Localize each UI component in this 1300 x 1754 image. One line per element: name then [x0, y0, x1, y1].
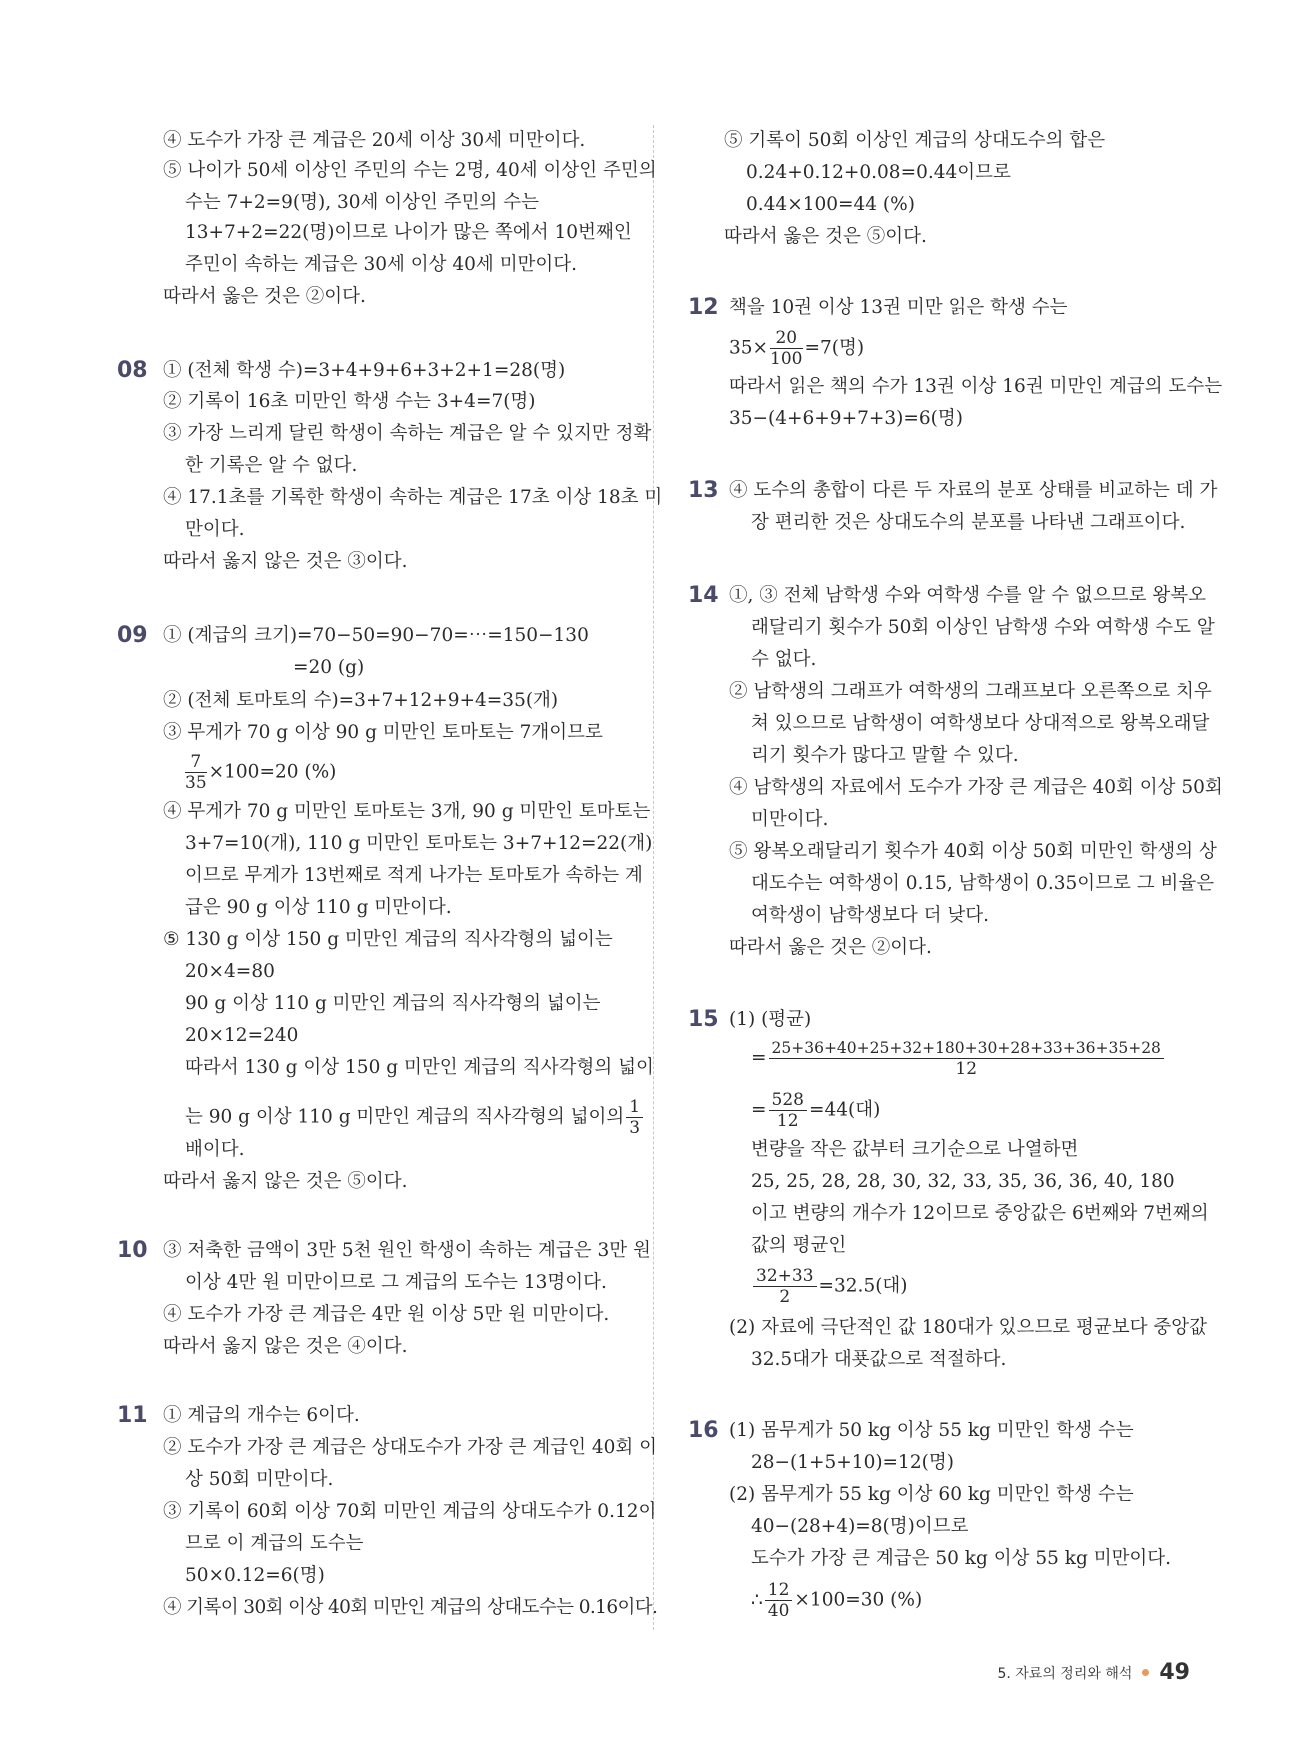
question-number-10: 10	[117, 1238, 148, 1263]
text-line: ① 계급의 개수는 6이다.	[163, 1405, 360, 1426]
text-line: 90 g 이상 110 g 미만인 계급의 직사각형의 넓이는	[185, 993, 601, 1014]
text-line: 40−(28+4)=8(명)이므로	[751, 1516, 969, 1537]
text-line: 따라서 130 g 이상 150 g 미만인 계급의 직사각형의 넓이	[185, 1057, 654, 1078]
text-line: 35−(4+6+9+7+3)=6(명)	[729, 408, 963, 429]
text-line: 배이다.	[185, 1139, 245, 1160]
text-line: (2) 자료에 극단적인 값 180대가 있으므로 평균보다 중앙값	[729, 1317, 1207, 1338]
text-line: 따라서 옳지 않은 것은 ③이다.	[163, 551, 408, 572]
text-line: 수는 7+2=9(명), 30세 이상인 주민의 수는	[185, 192, 540, 213]
fraction-line: $\frac{32+33}{2}$ =32.5(대)	[751, 1266, 908, 1307]
text-line: 변량을 작은 값부터 크기순으로 나열하면	[751, 1139, 1079, 1160]
text-line: ① (계급의 크기)=70−50=90−70=⋯=150−130	[163, 625, 589, 646]
text-line: 따라서 읽은 책의 수가 13권 이상 16권 미만인 계급의 도수는	[729, 376, 1223, 397]
text-line: (1) (평균)	[729, 1009, 812, 1030]
text-line: 책을 10권 이상 13권 미만 읽은 학생 수는	[729, 297, 1068, 318]
text-line: 따라서 옳지 않은 것은 ⑤이다.	[163, 1171, 408, 1192]
text-line: 따라서 옳은 것은 ②이다.	[163, 286, 366, 307]
text-line: 0.44×100=44 (%)	[746, 194, 915, 215]
fraction-line: 35× $\frac{20}{100}$ =7(명)	[729, 328, 865, 369]
fraction: $\frac{32+33}{2}$	[753, 1266, 817, 1307]
text-line: 급은 90 g 이상 110 g 미만이다.	[185, 897, 452, 918]
text-line: 미만이다.	[751, 809, 829, 830]
text-line: ①, ③ 전체 남학생 수와 여학생 수를 알 수 없으므로 왕복오	[729, 585, 1206, 606]
text-line: ③ 저축한 금액이 3만 5천 원인 학생이 속하는 계급은 3만 원	[163, 1240, 651, 1261]
question-number-16: 16	[688, 1418, 719, 1443]
text-line: 리기 횟수가 많다고 말할 수 있다.	[751, 745, 1019, 766]
text-line: ⑤ 왕복오래달리기 횟수가 40회 이상 50회 미만인 학생의 상	[729, 841, 1217, 862]
text-line: 3+7=10(개), 110 g 미만인 토마토는 3+7+12=22(개)	[185, 833, 653, 854]
text-line: 32.5대가 대푯값으로 적절하다.	[751, 1349, 1007, 1370]
question-number-12: 12	[688, 295, 719, 320]
text-line: ② 도수가 가장 큰 계급은 상대도수가 가장 큰 계급인 40회 이	[163, 1437, 658, 1458]
question-number-14: 14	[688, 583, 719, 608]
text-line: 래달리기 횟수가 50회 이상인 남학생 수와 여학생 수도 알	[751, 617, 1215, 638]
text-line: 만이다.	[185, 519, 245, 540]
text-line: 0.24+0.12+0.08=0.44이므로	[746, 162, 1011, 183]
text-line: 따라서 옳은 것은 ②이다.	[729, 937, 932, 958]
text-line: 이므로 무게가 13번째로 적게 나가는 토마토가 속하는 계	[185, 865, 643, 886]
text-line: ④ 남학생의 자료에서 도수가 가장 큰 계급은 40회 이상 50회	[729, 777, 1223, 798]
fraction: $\frac{12}{40}$	[765, 1580, 793, 1621]
text-line: 20×4=80	[185, 961, 275, 982]
fraction: $\frac{7}{35}$	[185, 752, 207, 793]
text-line: (2) 몸무게가 55 kg 이상 60 kg 미만인 학생 수는	[729, 1484, 1134, 1505]
text-line: 28−(1+5+10)=12(명)	[751, 1452, 954, 1473]
text-line: ⑤ 130 g 이상 150 g 미만인 계급의 직사각형의 넓이는	[163, 929, 613, 950]
text-line: 50×0.12=6(명)	[185, 1565, 325, 1586]
text-line: 한 기록은 알 수 없다.	[185, 455, 358, 476]
question-number-09: 09	[117, 623, 148, 648]
text-line: ④ 무게가 70 g 미만인 토마토는 3개, 90 g 미만인 토마토는	[163, 801, 651, 822]
text-line: ④ 도수의 총합이 다른 두 자료의 분포 상태를 비교하는 데 가	[729, 480, 1218, 501]
text-line: =20 (g)	[293, 657, 365, 678]
text-line: ② 기록이 16초 미만인 학생 수는 3+4=7(명)	[163, 391, 536, 412]
page-number: 49	[1159, 1660, 1190, 1685]
text-line: ③ 가장 느리게 달린 학생이 속하는 계급은 알 수 있지만 정확	[163, 423, 652, 444]
text-line: ② 남학생의 그래프가 여학생의 그래프보다 오른쪽으로 치우	[729, 681, 1212, 702]
text-line: 쳐 있으므로 남학생이 여학생보다 상대적으로 왕복오래달	[751, 713, 1210, 734]
text-line: 수 없다.	[751, 649, 817, 670]
text-line: 대도수는 여학생이 0.15, 남학생이 0.35이므로 그 비율은	[751, 873, 1215, 894]
text-line: 여학생이 남학생보다 더 낮다.	[751, 905, 989, 926]
text-line: ② (전체 토마토의 수)=3+7+12+9+4=35(개)	[163, 690, 559, 711]
page-footer	[997, 1660, 1190, 1685]
bullet-dot-icon	[1142, 1669, 1149, 1676]
text-line: ③ 무게가 70 g 이상 90 g 미만인 토마토는 7개이므로	[163, 722, 603, 743]
text-line: 상 50회 미만이다.	[185, 1469, 334, 1490]
text-line: 13+7+2=22(명)이므로 나이가 많은 쪽에서 10번째인	[185, 222, 632, 243]
text-line: 25, 25, 28, 28, 30, 32, 33, 35, 36, 36, 40, 180	[751, 1171, 1175, 1192]
text-line: 이고 변량의 개수가 12이므로 중앙값은 6번째와 7번째의	[751, 1203, 1209, 1224]
chapter-title: 5. 자료의 정리와 해석	[997, 1665, 1133, 1682]
question-number-15: 15	[688, 1007, 719, 1032]
text-line: 따라서 옳은 것은 ⑤이다.	[724, 226, 927, 247]
text-line: 이상 4만 원 미만이므로 그 계급의 도수는 13명이다.	[185, 1272, 607, 1293]
question-number-11: 11	[117, 1403, 148, 1428]
fraction: $\frac{25+36+40+25+32+180+30+28+33+36+35+28}{12}$	[769, 1038, 1164, 1079]
fraction: $\frac{1}{3}$	[626, 1097, 643, 1138]
question-number-08: 08	[117, 358, 148, 383]
text-line: ⑤ 기록이 50회 이상인 계급의 상대도수의 합은	[724, 130, 1106, 151]
text-line: ① (전체 학생 수)=3+4+9+6+3+2+1=28(명)	[163, 360, 566, 381]
fraction-line: ∴ $\frac{12}{40}$ ×100=30 (%)	[751, 1580, 923, 1621]
text-line: ④ 기록이 30회 이상 40회 미만인 계급의 상대도수는 0.16이다.	[163, 1597, 658, 1618]
fraction-line: $\frac{7}{35}$ ×100=20 (%)	[185, 752, 337, 793]
fraction-line: = $\frac{528}{12}$ =44(대)	[751, 1090, 881, 1131]
question-number-13: 13	[688, 478, 719, 503]
text-line: ④ 17.1초를 기록한 학생이 속하는 계급은 17초 이상 18초 미	[163, 487, 663, 508]
text-line: 장 편리한 것은 상대도수의 분포를 나타낸 그래프이다.	[751, 512, 1186, 533]
text-line: ③ 기록이 60회 이상 70회 미만인 계급의 상대도수가 0.12이	[163, 1501, 657, 1522]
text-line: 므로 이 계급의 도수는	[185, 1533, 364, 1554]
text-line: ④ 도수가 가장 큰 계급은 20세 이상 30세 미만이다.	[163, 130, 586, 151]
fraction: $\frac{528}{12}$	[769, 1090, 807, 1131]
text-line: ⑤ 나이가 50세 이상인 주민의 수는 2명, 40세 이상인 주민의	[163, 160, 657, 181]
text-line: 도수가 가장 큰 계급은 50 kg 이상 55 kg 미만이다.	[751, 1548, 1172, 1569]
fraction: $\frac{20}{100}$	[770, 328, 803, 369]
column-divider	[653, 125, 654, 1630]
text-line: ④ 도수가 가장 큰 계급은 4만 원 이상 5만 원 미만이다.	[163, 1304, 610, 1325]
text-line: (1) 몸무게가 50 kg 이상 55 kg 미만인 학생 수는	[729, 1420, 1134, 1441]
fraction-line: = $\frac{25+36+40+25+32+180+30+28+33+36+35+28}{12}$	[751, 1038, 1166, 1079]
text-line: 주민이 속하는 계급은 30세 이상 40세 미만이다.	[185, 254, 578, 275]
text-line: 20×12=240	[185, 1025, 299, 1046]
text-line: 값의 평균인	[751, 1235, 847, 1256]
text-line: 따라서 옳지 않은 것은 ④이다.	[163, 1336, 408, 1357]
fraction-line: 는 90 g 이상 110 g 미만인 계급의 직사각형의 넓이의 $\frac{1}{3}$	[185, 1097, 645, 1138]
